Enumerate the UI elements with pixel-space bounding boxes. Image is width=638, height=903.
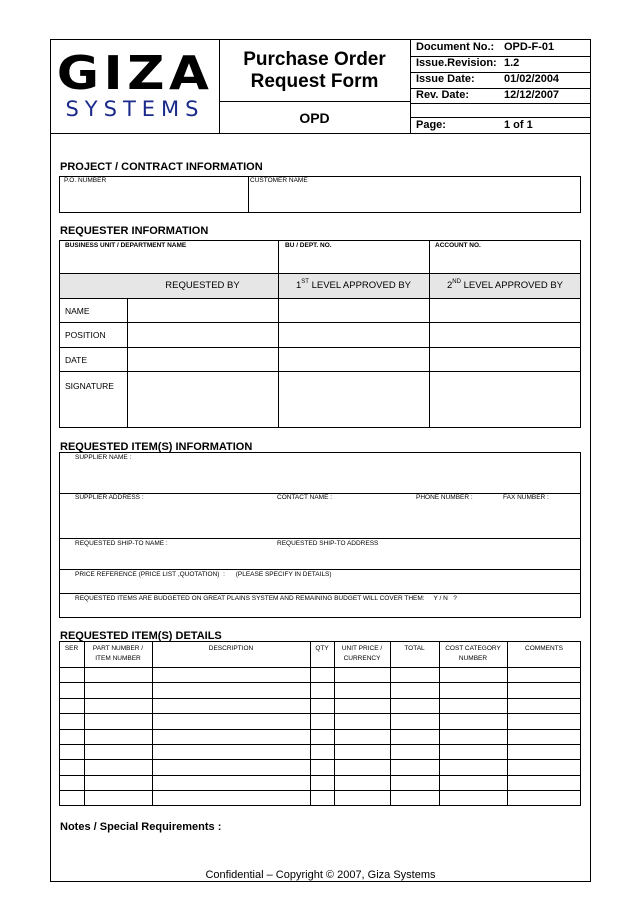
phone-number-field[interactable]: PHONE NUMBER : (416, 494, 473, 501)
meta-value: 1.2 (504, 57, 520, 69)
project-section-title: PROJECT / CONTRACT INFORMATION (60, 161, 263, 173)
meta-label: Document No.: (416, 41, 495, 53)
customer-name-field[interactable]: CUSTOMER NAME (250, 177, 308, 184)
form-title: Purchase Order Request Form (243, 49, 386, 92)
table-row[interactable] (59, 667, 581, 668)
table-row[interactable] (59, 759, 581, 760)
table-row[interactable] (59, 698, 581, 699)
requested-by-header: REQUESTED BY (165, 280, 240, 291)
column-header: TOTAL (404, 645, 425, 652)
meta-value: 12/12/2007 (504, 89, 560, 101)
department-code: OPD (299, 110, 330, 126)
meta-value: OPD-F-01 (504, 41, 555, 53)
row-label-date: DATE (65, 355, 88, 365)
table-row[interactable] (59, 775, 581, 776)
table-row[interactable] (59, 729, 581, 730)
column-header: DESCRIPTION (208, 645, 254, 652)
meta-label: Page: (416, 119, 446, 131)
notes-label: Notes / Special Requirements : (60, 821, 222, 833)
ship-to-address-field[interactable]: REQUESTED SHIP-TO ADDRESS (277, 540, 379, 547)
supplier-address-field[interactable]: SUPPLIER ADDRESS : (75, 494, 144, 501)
account-no-field[interactable]: ACCOUNT NO. (435, 242, 481, 249)
table-row[interactable] (59, 713, 581, 714)
table-row[interactable] (59, 682, 581, 683)
column-header: UNIT PRICE / CURRENCY (341, 645, 383, 662)
meta-label: Rev. Date: (416, 89, 469, 101)
meta-value: 01/02/2004 (504, 73, 560, 85)
requester-table (59, 240, 581, 428)
items-info-section-title: REQUESTED ITEM(S) INFORMATION (60, 441, 253, 453)
column-header: COMMENTS (525, 645, 563, 652)
column-header: PART NUMBER / ITEM NUMBER (92, 645, 144, 662)
logo-subtitle: SYSTEMS (65, 97, 205, 121)
meta-label: Issue Date: (416, 73, 475, 85)
contact-name-field[interactable]: CONTACT NAME : (277, 494, 333, 501)
row-label-position: POSITION (65, 330, 106, 340)
row-label-name: NAME (65, 306, 90, 316)
column-header: COST CATEGORY NUMBER (445, 645, 501, 662)
business-unit-field[interactable]: BUSINESS UNIT / DEPARTMENT NAME (65, 242, 187, 249)
supplier-name-field[interactable]: SUPPLIER NAME : (75, 454, 132, 461)
details-section-title: REQUESTED ITEM(S) DETAILS (60, 630, 222, 642)
second-level-approval-header: 2ND LEVEL APPROVED BY (446, 279, 564, 291)
column-header: QTY (315, 645, 329, 652)
project-table (59, 176, 581, 213)
bu-dept-no-field[interactable]: BU / DEPT. NO. (285, 242, 332, 249)
footer-copyright: Confidential – Copyright © 2007, Giza Systems (205, 869, 436, 881)
table-row[interactable] (59, 790, 581, 791)
row-label-signature: SIGNATURE (65, 381, 114, 391)
fax-number-field[interactable]: FAX NUMBER : (503, 494, 549, 501)
requester-section-title: REQUESTER INFORMATION (60, 225, 209, 237)
table-row[interactable] (59, 744, 581, 745)
ship-to-name-field[interactable]: REQUESTED SHIP-TO NAME : (75, 540, 168, 547)
meta-value: 1 of 1 (504, 119, 533, 131)
price-reference-field[interactable]: PRICE REFERENCE (PRICE LIST ,QUOTATION) : (PLEASE SPECIFY IN DETAILS) (75, 571, 332, 578)
first-level-approval-header: 1ST LEVEL APPROVED BY (295, 279, 412, 291)
company-logo (56, 46, 214, 122)
po-number-field[interactable]: P.O. NUMBER (64, 177, 107, 184)
budget-confirmation-field[interactable]: REQUESTED ITEMS ARE BUDGETED ON GREAT PLAINS SYSTEM AND REMAINING BUDGET WILL COVER THEM: Y / N ? (75, 595, 457, 602)
meta-label: Issue.Revision: (416, 57, 497, 69)
logo-wordmark: GIZA (56, 46, 214, 100)
details-grid (59, 641, 581, 806)
column-header: SER (64, 645, 79, 652)
